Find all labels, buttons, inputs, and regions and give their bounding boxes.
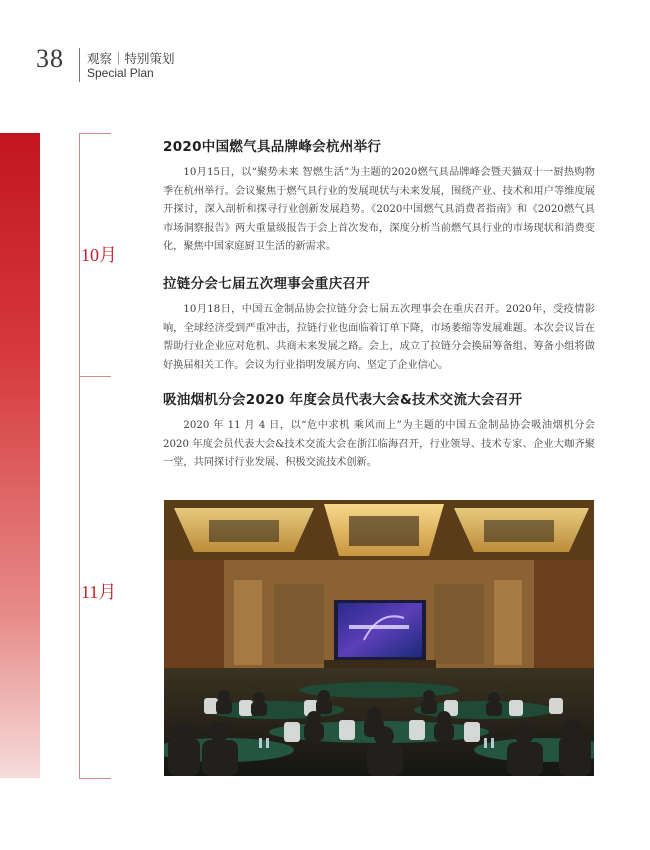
article-body: 10月15日，以“聚势未来 智燃生活”为主题的2020燃气具品牌峰会暨天猫双十一厨热购物季在杭州举行。会议聚焦于燃气具行业的发展现状与未来发展，围绕产业、技术和用户等维度展开探讨，深入剖析和探寻行业创新发展趋势。《2020中国燃气具消费者指南》和《2020燃气具市场洞察报告》两大重量级报告于会上首次发布，深度分析当前燃气具行业的市场现状和消费变化，聚焦中国家庭厨卫生活的新需求。 [163,167,595,253]
header-divider [79,48,80,82]
section-title-cn: 观察｜特别策划 [87,51,175,66]
conference-photo [164,500,594,776]
article-title: 2020中国燃气具品牌峰会杭州举行 [163,139,382,155]
month-label-november: 11月 [81,582,117,602]
article-gas-appliance-summit [163,135,595,257]
article-range-hood-conference [163,388,595,473]
article-body: 2020 年 11 月 4 日，以“危中求机 乘风而上”为主题的中国五金制品协会吸油烟机分会2020 年度会员代表大会&技术交流大会在浙江临海召开，行业领导、技术专家、企业大咖齐聚一堂，共同探讨行业发展、积极交流技术创新。 [163,420,595,469]
article-title: 吸油烟机分会2020 年度会员代表大会&技术交流大会召开 [163,392,523,408]
article-zipper-branch-meeting [163,272,595,375]
page-number: 38 [36,44,64,73]
timeline-tick [79,133,111,134]
month-label-october: 10月 [81,245,117,265]
article-body: 10月18日，中国五金制品协会拉链分会七届五次理事会在重庆召开。2020年，受疫情影响，全球经济受到严重冲击，拉链行业也面临着订单下降，市场萎缩等发展难题。本次会议旨在帮助行业企业应对危机、共商未来发展之路。会上，成立了拉链分会换届筹备组、筹备小组将做好换届相关工作。会议为行业指明发展方向、坚定了企业信心。 [163,304,595,371]
section-title-en: Special Plan [87,66,154,80]
red-side-bar [0,133,40,778]
article-title: 拉链分会七届五次理事会重庆召开 [163,276,370,292]
timeline-tick [79,376,111,377]
timeline-line [79,133,80,778]
timeline-tick [79,778,111,779]
conference-illustration [164,500,594,776]
